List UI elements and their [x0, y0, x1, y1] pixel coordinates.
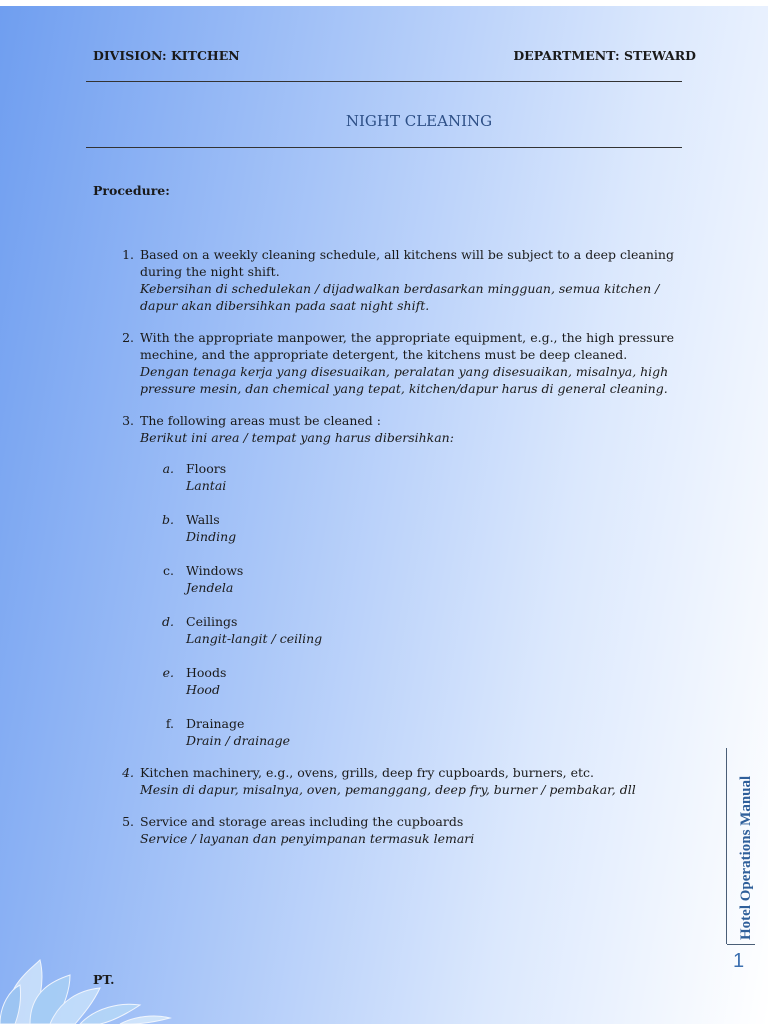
- lotus-flower-decoration: [0, 950, 180, 1024]
- sub-text-id: Lantai: [186, 478, 227, 493]
- sub-letter: b.: [162, 512, 174, 527]
- sub-text-en: Floors: [186, 461, 227, 476]
- area-sublist: [158, 460, 674, 749]
- sublist-item: [158, 460, 674, 494]
- manual-title: Hotel Operations Manual: [738, 775, 754, 940]
- department-label: DEPARTMENT: STEWARD: [513, 48, 696, 63]
- procedure-heading: Procedure:: [93, 183, 170, 198]
- company-label: PT.: [93, 972, 115, 987]
- item-text-en: Kitchen machinery, e.g., ovens, grills, deep fry cupboards, burners, etc.: [140, 765, 594, 780]
- list-item: [112, 764, 674, 798]
- sublist-item: [158, 562, 674, 596]
- item-text-id: Kebersihan di schedulekan / dijadwalkan berdasarkan mingguan, semua kitchen / dapur akan dibersihkan pada saat night shift.: [140, 281, 660, 313]
- item-number: 5.: [122, 814, 134, 829]
- page-number-rule: [727, 944, 755, 945]
- sublist-item: [158, 664, 674, 698]
- item-text-en: The following areas must be cleaned :: [140, 413, 381, 428]
- sub-text-en: Ceilings: [186, 614, 238, 629]
- list-item: [112, 246, 674, 314]
- item-number: 2.: [122, 330, 134, 345]
- list-item: [112, 412, 674, 749]
- sidebar-divider: [726, 748, 727, 944]
- sub-text-en: Hoods: [186, 665, 227, 680]
- sub-text-en: Walls: [186, 512, 220, 527]
- sub-text-id: Langit-langit / ceiling: [186, 631, 323, 646]
- top-band: [0, 0, 768, 6]
- item-number: 1.: [122, 247, 134, 262]
- sub-letter: f.: [165, 716, 174, 731]
- procedure-list: [112, 246, 674, 862]
- item-text-id: Mesin di dapur, misalnya, oven, pemanggang, deep fry, burner / pembakar, dll: [140, 782, 636, 797]
- sublist-item: [158, 715, 674, 749]
- item-number: 4.: [122, 765, 134, 780]
- item-text-id: Service / layanan dan penyimpanan termasuk lemari: [140, 831, 475, 846]
- page-number: 1: [733, 950, 745, 972]
- division-label: DIVISION: KITCHEN: [93, 48, 240, 63]
- sub-letter: d.: [162, 614, 174, 629]
- sublist-item: [158, 613, 674, 647]
- sub-text-id: Hood: [186, 682, 220, 697]
- list-item: [112, 813, 674, 847]
- item-text-en: Based on a weekly cleaning schedule, all kitchens will be subject to a deep cleaning during the night shift.: [140, 247, 674, 279]
- sub-text-id: Drain / drainage: [186, 733, 290, 748]
- item-text-en: With the appropriate manpower, the appropriate equipment, e.g., the high pressure mechine, and the appropriate detergent, the kitchens must be deep cleaned.: [140, 330, 674, 362]
- title-rule: [86, 147, 682, 148]
- sublist-item: [158, 511, 674, 545]
- item-text-id: Berikut ini area / tempat yang harus dibersihkan:: [140, 430, 454, 445]
- item-number: 3.: [122, 413, 134, 428]
- item-text-en: Service and storage areas including the cupboards: [140, 814, 464, 829]
- sub-letter: e.: [162, 665, 174, 680]
- header-rule: [86, 81, 682, 82]
- sub-letter: c.: [163, 563, 174, 578]
- item-text-id: Dengan tenaga kerja yang disesuaikan, peralatan yang disesuaikan, misalnya, high pressure mesin, dan chemical yang tepat, kitchen/dapur harus di general cleaning.: [140, 364, 669, 396]
- list-item: [112, 329, 674, 397]
- sub-text-en: Drainage: [186, 716, 245, 731]
- page-title: NIGHT CLEANING: [345, 112, 493, 130]
- sub-text-id: Jendela: [186, 580, 234, 595]
- sub-letter: a.: [162, 461, 174, 476]
- sub-text-id: Dinding: [186, 529, 237, 544]
- sub-text-en: Windows: [186, 563, 244, 578]
